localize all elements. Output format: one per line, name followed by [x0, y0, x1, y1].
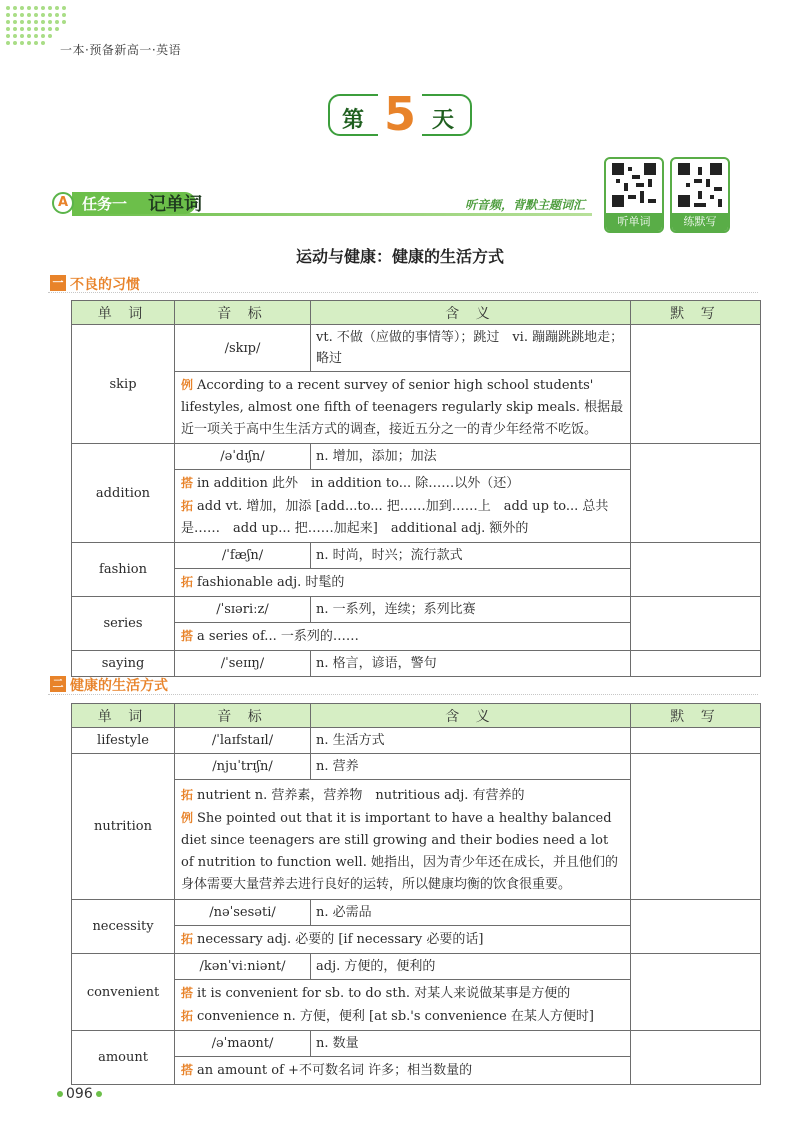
extension-tag: 搭: [181, 1063, 194, 1077]
day-badge: [328, 86, 472, 142]
extension-tag: 搭: [181, 986, 194, 1000]
column-header-meaning: 含 义: [311, 704, 631, 728]
extension-tag: 例: [181, 378, 194, 392]
phonetic-cell: /ˈseɪɪŋ/: [175, 651, 311, 677]
word-cell: convenient: [72, 954, 175, 1031]
dictation-cell[interactable]: [631, 1031, 761, 1085]
extension-line: [181, 625, 624, 648]
extension-text: convenience n. 方便，便利 [at sb.'s convenience 在某人方便时]: [197, 1009, 594, 1024]
extension-tag: 拓: [181, 499, 194, 513]
extension-line: [181, 495, 624, 540]
table-header-row: [72, 704, 761, 728]
table-row: [72, 900, 761, 926]
qr-listen-words[interactable]: [604, 157, 664, 233]
column-header-meaning: 含 义: [311, 301, 631, 325]
table-row: [72, 954, 761, 980]
extension-cell: [175, 372, 631, 444]
extension-line: [181, 1059, 624, 1082]
meaning-cell: n. 增加，添加；加法: [311, 444, 631, 470]
extension-text: necessary adj. 必要的 [if necessary 必要的话]: [197, 932, 484, 947]
extension-line: [181, 374, 624, 441]
qr-dictation-label: 练默写: [672, 213, 728, 231]
column-header-phonetic: 音 标: [175, 301, 311, 325]
dictation-cell[interactable]: [631, 543, 761, 597]
meaning-cell: n. 数量: [311, 1031, 631, 1057]
word-cell: skip: [72, 325, 175, 444]
dictation-cell[interactable]: [631, 728, 761, 754]
extension-text: it is convenient for sb. to do sth. 对某人来说做某事是方便的: [197, 986, 571, 1001]
extension-tag: 拓: [181, 1009, 194, 1023]
phonetic-cell: /əˈmaʊnt/: [175, 1031, 311, 1057]
phonetic-cell: /njuˈtrɪʃn/: [175, 754, 311, 780]
extension-cell: [175, 569, 631, 597]
extension-line: [181, 928, 624, 951]
table-row: [72, 1031, 761, 1057]
extension-tag: 拓: [181, 787, 194, 802]
phonetic-cell: /ˈsɪəriːz/: [175, 597, 311, 623]
extension-cell: [175, 780, 631, 900]
extension-line: [181, 784, 624, 807]
word-cell: addition: [72, 444, 175, 543]
extension-line: [181, 1005, 624, 1028]
extension-text: nutrient n. 营养素，营养物 nutritious adj. 有营养的: [197, 787, 525, 803]
meaning-cell: n. 时尚，时兴；流行款式: [311, 543, 631, 569]
table-row: [72, 651, 761, 677]
extension-line: [181, 472, 624, 495]
dictation-cell[interactable]: [631, 954, 761, 1031]
extension-text: fashionable adj. 时髦的: [197, 575, 345, 590]
dictation-cell[interactable]: [631, 754, 761, 900]
extension-tag: 拓: [181, 932, 194, 946]
extension-text: According to a recent survey of senior high school students' lifestyles, almost one fifth of teenagers regularly skip meals. 根据最近一项关于高中生生活方式的调查，接近五分之一的青少年经常不吃饭。: [181, 378, 624, 437]
meaning-cell: vt. 不做（应做的事情等）；跳过 vi. 蹦蹦跳跳地走；略过: [311, 325, 631, 372]
qr-dictation[interactable]: [670, 157, 730, 233]
day-prefix: 第: [342, 108, 365, 133]
day-suffix: 天: [432, 108, 455, 133]
table-row: [72, 444, 761, 470]
word-cell: series: [72, 597, 175, 651]
table-row: [72, 543, 761, 569]
extension-cell: [175, 980, 631, 1031]
meaning-cell: n. 格言，谚语，警句: [311, 651, 631, 677]
extension-text: a series of... 一系列的……: [197, 629, 359, 644]
qr-code-icon: [678, 163, 722, 207]
meaning-cell: n. 营养: [311, 754, 631, 780]
day-number: 5: [378, 86, 422, 142]
dictation-cell[interactable]: [631, 651, 761, 677]
extension-tag: 例: [181, 810, 194, 825]
task-header: [52, 190, 595, 218]
extension-cell: [175, 1057, 631, 1085]
subject-title: 运动与健康：健康的生活方式: [295, 247, 504, 266]
phonetic-cell: /kənˈviːniənt/: [175, 954, 311, 980]
qr-listen-label: 听单词: [606, 213, 662, 231]
task-label: 任务一: [82, 195, 128, 213]
table-row: [72, 728, 761, 754]
table-row: [72, 597, 761, 623]
meaning-cell: n. 必需品: [311, 900, 631, 926]
dictation-cell[interactable]: [631, 444, 761, 543]
phonetic-cell: /əˈdɪʃn/: [175, 444, 311, 470]
extension-line: [181, 807, 624, 896]
page-number: 096: [54, 1086, 105, 1102]
phonetic-cell: /nəˈsesəti/: [175, 900, 311, 926]
meaning-cell: adj. 方便的，便利的: [311, 954, 631, 980]
extension-tag: 搭: [181, 476, 194, 490]
phonetic-cell: /ˈlaɪfstaɪl/: [175, 728, 311, 754]
table-row: [72, 325, 761, 372]
table-header-row: [72, 301, 761, 325]
word-cell: nutrition: [72, 754, 175, 900]
table-row: [72, 754, 761, 780]
extension-text: add vt. 增加，加添 [add...to... 把……加到……上 add up to... 总共是…… add up... 把……加起来] additional adj. 额外的: [181, 499, 609, 536]
word-cell: amount: [72, 1031, 175, 1085]
extension-text: She pointed out that it is important to have a healthy balanced diet since teenagers are still growing and their bodies need a lot of nutrition to function well. 她指出，因为青少年还在成长，并且他们的身体需要大量营养去进行良好的运转，所以健康均衡的饮食很重要。: [181, 810, 618, 892]
phonetic-cell: /ˈfæʃn/: [175, 543, 311, 569]
word-cell: necessity: [72, 900, 175, 954]
column-header-dictation: 默 写: [631, 704, 761, 728]
running-head: 一本·预备新高一·英语: [60, 43, 182, 57]
extension-text: an amount of +不可数名词 许多；相当数量的: [197, 1063, 473, 1078]
extension-line: [181, 571, 624, 594]
vocab-table: [71, 703, 761, 1085]
qr-code-icon: [612, 163, 656, 207]
extension-tag: 搭: [181, 629, 194, 643]
column-header-dictation: 默 写: [631, 301, 761, 325]
extension-cell: [175, 926, 631, 954]
column-header-word: 单 词: [72, 301, 175, 325]
column-header-word: 单 词: [72, 704, 175, 728]
dictation-cell[interactable]: [631, 597, 761, 651]
meaning-cell: n. 一系列，连续；系列比赛: [311, 597, 631, 623]
dictation-cell[interactable]: [631, 900, 761, 954]
extension-line: [181, 982, 624, 1005]
dictation-cell[interactable]: [631, 325, 761, 444]
extension-cell: [175, 470, 631, 543]
extension-tag: 拓: [181, 575, 194, 589]
column-header-phonetic: 音 标: [175, 704, 311, 728]
meaning-cell: n. 生活方式: [311, 728, 631, 754]
task-letter: A: [52, 192, 74, 214]
word-cell: lifestyle: [72, 728, 175, 754]
phonetic-cell: /skɪp/: [175, 325, 311, 372]
task-hint: 听音频，背默主题词汇: [464, 198, 585, 212]
word-cell: saying: [72, 651, 175, 677]
extension-cell: [175, 623, 631, 651]
word-cell: fashion: [72, 543, 175, 597]
extension-text: in addition 此外 in addition to... 除……以外（还）: [197, 476, 520, 491]
task-title: 记单词: [148, 194, 202, 215]
vocab-table: [71, 300, 761, 677]
